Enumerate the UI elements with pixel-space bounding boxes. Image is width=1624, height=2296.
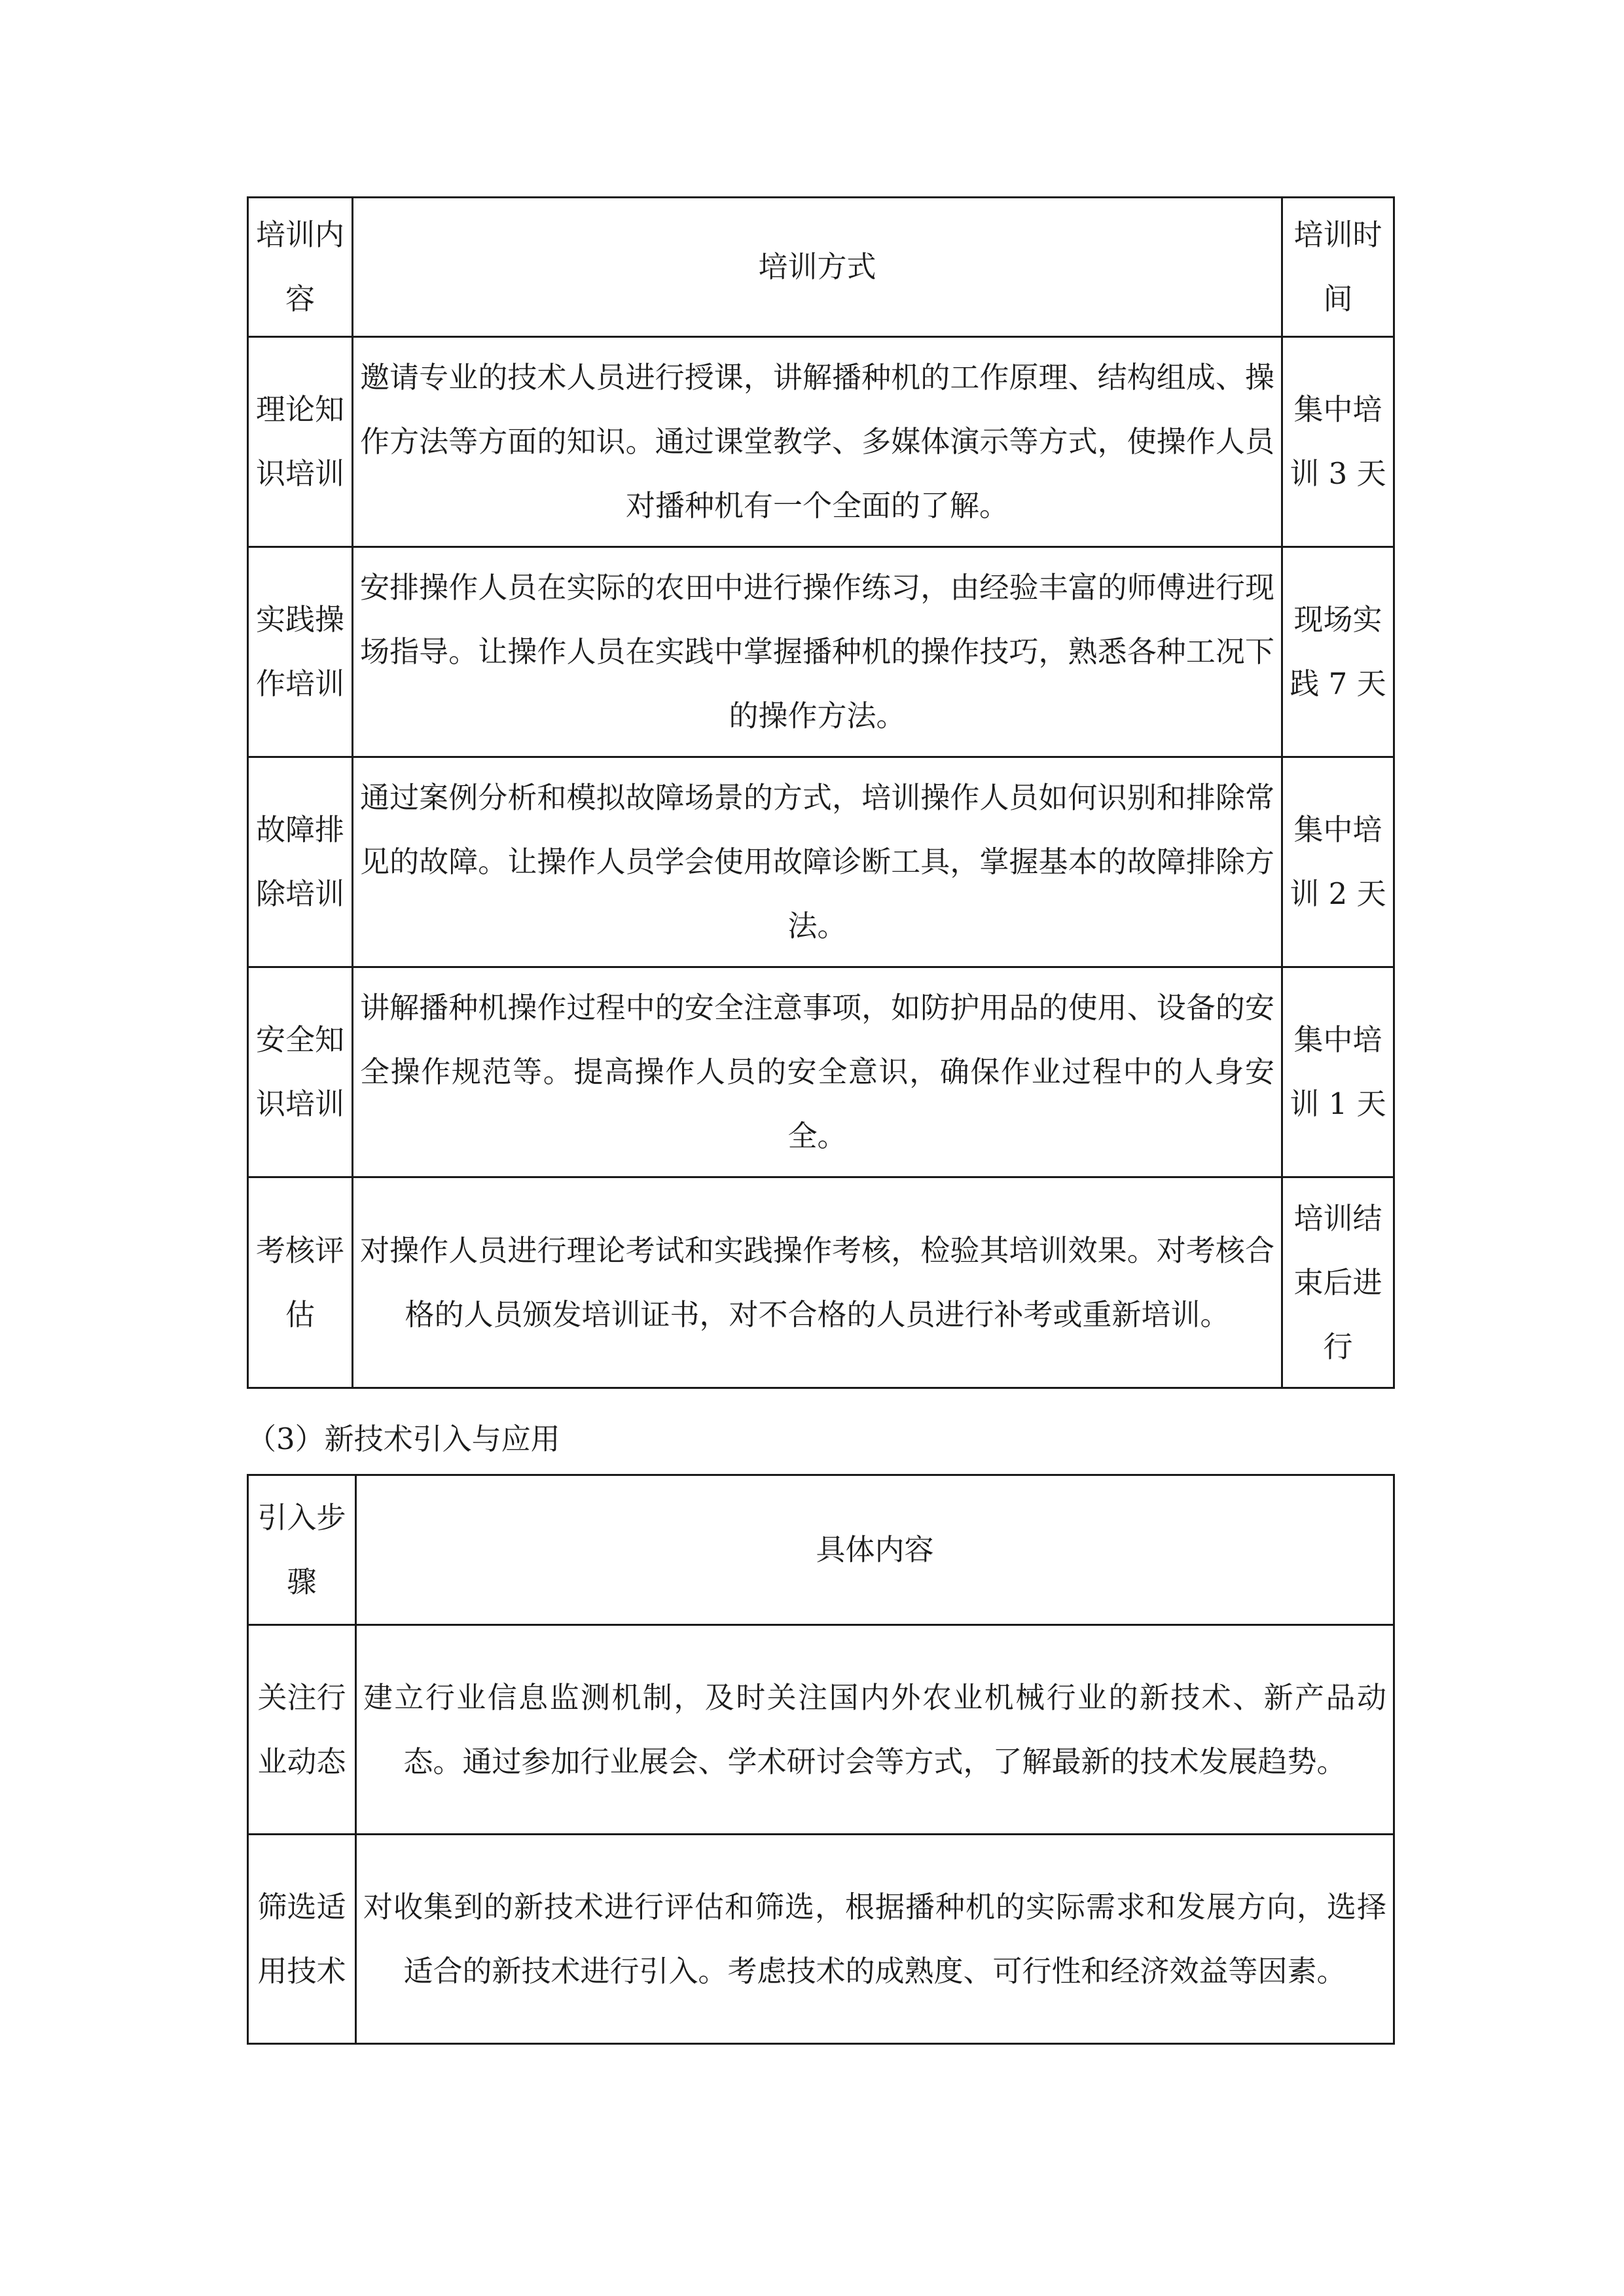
table-row — [248, 547, 1394, 757]
introduction-step-cell: 关注行业动态 — [248, 1625, 356, 1835]
training-method-cell: 对操作人员进行理论考试和实践操作考核，检验其培训效果。对考核合格的人员颁发培训证书，对不合格的人员进行补考或重新培训。 — [353, 1177, 1282, 1388]
tech-introduction-table — [247, 1474, 1395, 2045]
table-header-row — [248, 1475, 1394, 1625]
training-method-cell: 通过案例分析和模拟故障场景的方式，培训操作人员如何识别和排除常见的故障。让操作人员学会使用故障诊断工具，掌握基本的故障排除方法。 — [353, 757, 1282, 967]
training-content-cell: 故障排除培训 — [248, 757, 353, 967]
training-method-cell: 讲解播种机操作过程中的安全注意事项，如防护用品的使用、设备的安全操作规范等。提高操作人员的安全意识，确保作业过程中的人身安全。 — [353, 967, 1282, 1177]
training-time-cell: 集中培训 1 天 — [1282, 967, 1394, 1177]
table-row — [248, 757, 1394, 967]
training-content-cell: 实践操作培训 — [248, 547, 353, 757]
training-plan-table — [247, 196, 1395, 1389]
header-training-method: 培训方式 — [353, 198, 1282, 337]
section-heading: （3）新技术引入与应用 — [247, 1422, 560, 1456]
header-training-content: 培训内容 — [248, 198, 353, 337]
training-time-cell: 集中培训 3 天 — [1282, 337, 1394, 547]
training-time-cell: 现场实践 7 天 — [1282, 547, 1394, 757]
specific-content-cell: 建立行业信息监测机制，及时关注国内外农业机械行业的新技术、新产品动态。通过参加行业展会、学术研讨会等方式，了解最新的技术发展趋势。 — [356, 1625, 1394, 1835]
table-row — [248, 967, 1394, 1177]
table-row — [248, 1625, 1394, 1835]
table-row — [248, 1835, 1394, 2044]
training-time-cell: 集中培训 2 天 — [1282, 757, 1394, 967]
training-time-cell: 培训结束后进行 — [1282, 1177, 1394, 1388]
table-row — [248, 1177, 1394, 1388]
training-content-cell: 考核评估 — [248, 1177, 353, 1388]
training-content-cell: 安全知识培训 — [248, 967, 353, 1177]
introduction-step-cell: 筛选适用技术 — [248, 1835, 356, 2044]
table-row — [248, 337, 1394, 547]
specific-content-cell: 对收集到的新技术进行评估和筛选，根据播种机的实际需求和发展方向，选择适合的新技术进行引入。考虑技术的成熟度、可行性和经济效益等因素。 — [356, 1835, 1394, 2044]
training-method-cell: 安排操作人员在实际的农田中进行操作练习，由经验丰富的师傅进行现场指导。让操作人员在实践中掌握播种机的操作技巧，熟悉各种工况下的操作方法。 — [353, 547, 1282, 757]
training-content-cell: 理论知识培训 — [248, 337, 353, 547]
header-training-time: 培训时间 — [1282, 198, 1394, 337]
header-introduction-step: 引入步骤 — [248, 1475, 356, 1625]
header-specific-content: 具体内容 — [356, 1475, 1394, 1625]
training-method-cell: 邀请专业的技术人员进行授课，讲解播种机的工作原理、结构组成、操作方法等方面的知识。通过课堂教学、多媒体演示等方式，使操作人员对播种机有一个全面的了解。 — [353, 337, 1282, 547]
table-header-row — [248, 198, 1394, 337]
